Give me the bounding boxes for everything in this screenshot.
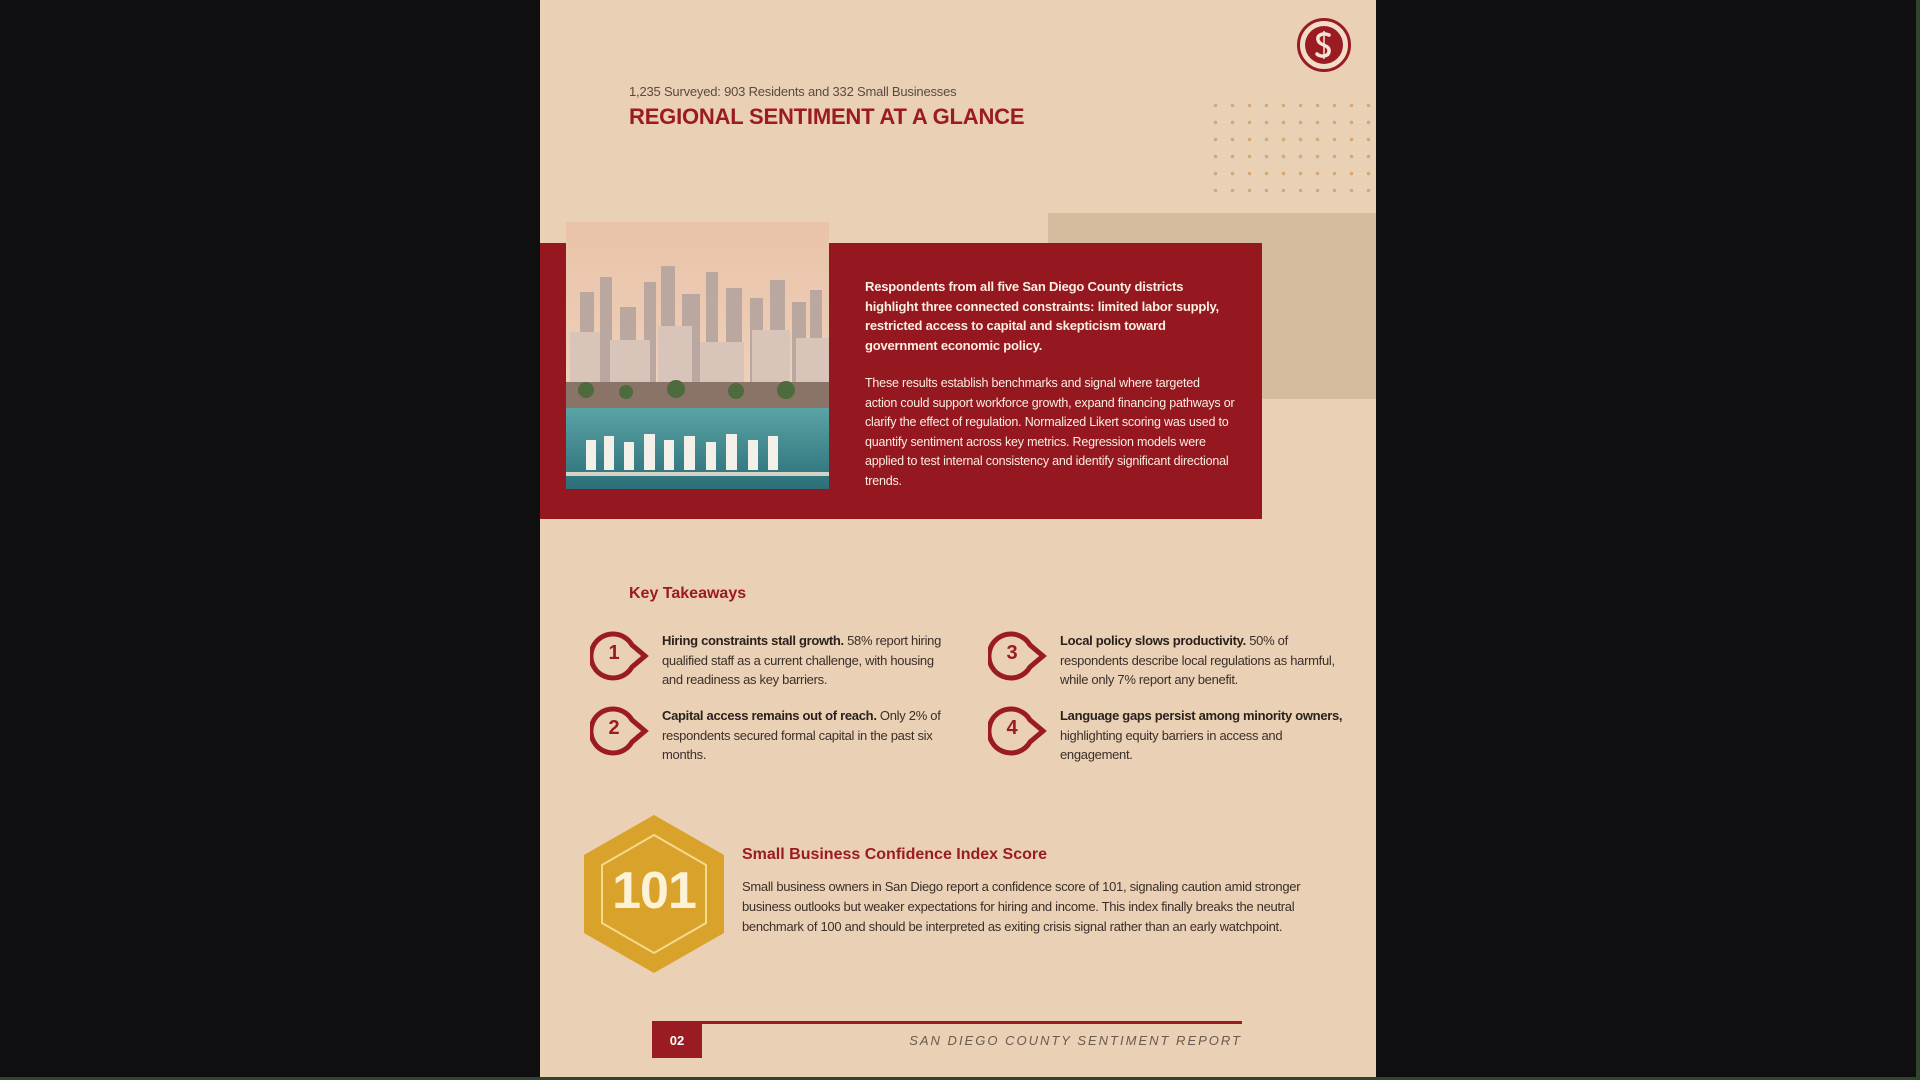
- page-number: 02: [652, 1024, 702, 1058]
- takeaway-number: 2: [608, 717, 620, 739]
- takeaway-text: Local policy slows productivity. 50% of respondents describe local regulations as harmful, while only 7% report any benefit.: [1060, 633, 1335, 687]
- takeaway-number: 3: [1006, 642, 1018, 664]
- confidence-score-hexagon: [582, 813, 726, 975]
- key-takeaways-heading: Key Takeaways: [629, 585, 747, 602]
- dot-pattern-decoration: [1207, 97, 1376, 192]
- intro-text-block: [865, 277, 1235, 491]
- takeaway-number: 4: [1006, 717, 1018, 739]
- report-page: [540, 0, 1376, 1080]
- organization-logo: [1297, 18, 1351, 72]
- confidence-score-value: 101: [612, 862, 696, 920]
- takeaway-text: Language gaps persist among minority owners, highlighting equity barriers in access and engagement.: [1060, 708, 1343, 762]
- footer-report-title: SAN DIEGO COUNTY SENTIMENT REPORT: [909, 1033, 1242, 1048]
- intro-lead-paragraph: Respondents from all five San Diego County districts highlight three connected constraints: limited labor supply, restricted access to capital and skepticism toward government economic policy.: [865, 279, 1219, 353]
- confidence-index-description: Small business owners in San Diego report a confidence score of 101, signaling caution amid stronger business outlooks but weaker expectations for hiring and income. This index finally breaks the neutral benchmark of 100 and should be interpreted as exiting crisis signal rather than an early watchpoint.: [742, 879, 1301, 934]
- page-title: REGIONAL SENTIMENT AT A GLANCE: [629, 104, 1025, 129]
- survey-summary: 1,235 Surveyed: 903 Residents and 332 Small Businesses: [629, 84, 957, 99]
- intro-body-paragraph: These results establish benchmarks and signal where targeted action could support workforce growth, expand financing pathways or clarify the effect of regulation. Normalized Likert scoring was used to quantify sentiment across key metrics. Regression models were applied to test internal consistency and identify significant directional trends.: [865, 376, 1235, 488]
- takeaway-text: Capital access remains out of reach. Only 2% of respondents secured formal capital in the past six months.: [662, 708, 941, 762]
- window-edge-right: [1916, 0, 1920, 1080]
- footer-rule: [652, 1021, 1242, 1024]
- takeaway-text: Hiring constraints stall growth. 58% report hiring qualified staff as a current challenge, with housing and readiness as key barriers.: [662, 633, 942, 687]
- san-diego-marina-photo: [566, 222, 829, 489]
- takeaway-number: 1: [608, 642, 620, 664]
- confidence-index-title: Small Business Confidence Index Score: [742, 846, 1047, 863]
